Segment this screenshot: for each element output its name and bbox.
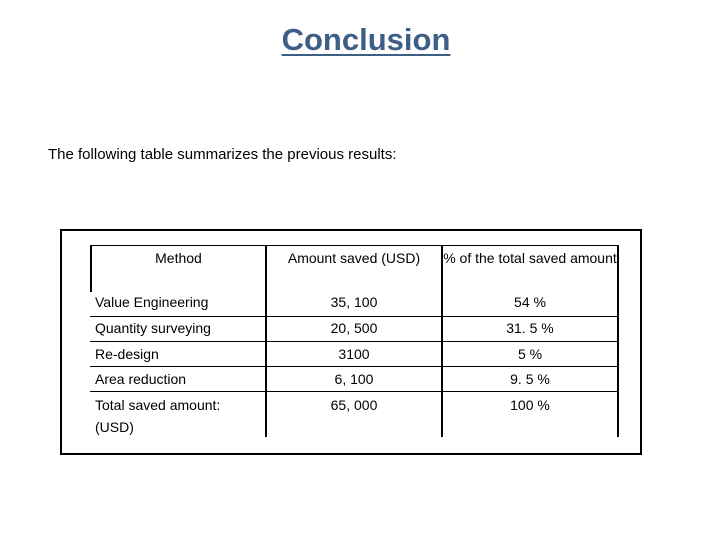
table-cell-amount: 20, 500 xyxy=(330,320,378,336)
table-cell-percent: 31. 5 % xyxy=(506,320,554,336)
intro-text: The following table summarizes the previous results: xyxy=(48,146,397,163)
table-cell-method: Value Engineering xyxy=(95,294,209,310)
table-cell-percent: 54 % xyxy=(514,294,546,310)
page-title: Conclusion xyxy=(281,22,451,57)
table-cell-amount: 65, 000 xyxy=(330,397,378,413)
table-cell-method: Re-design xyxy=(95,346,159,362)
table-cell-amount: 35, 100 xyxy=(330,294,378,310)
table-cell-percent: 9. 5 % xyxy=(510,371,550,387)
row-divider xyxy=(90,366,619,367)
table-cell-percent: 5 % xyxy=(517,346,543,362)
row-divider xyxy=(90,341,619,342)
table-cell-method: Quantity surveying xyxy=(95,320,211,336)
table-cell-method: Total saved amount: (USD) xyxy=(95,397,221,435)
table-cell-amount: 6, 100 xyxy=(334,371,374,387)
header-percent: % of the total saved amount xyxy=(443,250,617,266)
table-cell-amount: 3100 xyxy=(338,346,370,362)
table-top-border xyxy=(90,245,619,246)
table-cell-percent: 100 % xyxy=(510,397,550,413)
header-method: Method xyxy=(155,250,202,266)
header-amount: Amount saved (USD) xyxy=(287,250,421,266)
row-divider xyxy=(90,391,619,392)
table-cell-method: Area reduction xyxy=(95,371,187,387)
